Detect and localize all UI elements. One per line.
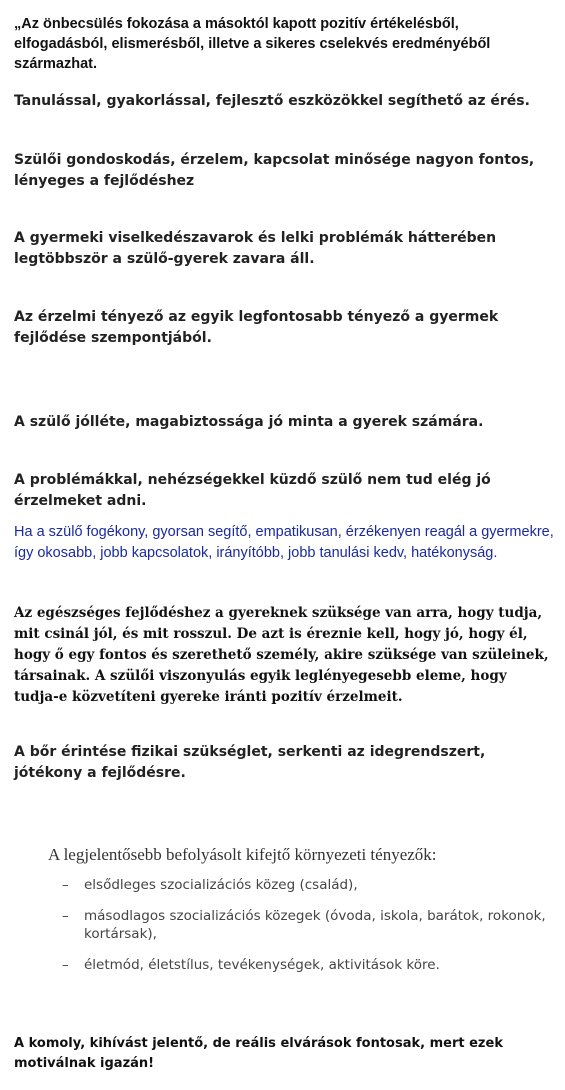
paragraph-learning: Tanulással, gyakorlással, fejlesztő eszközökkel segíthető az érés. bbox=[14, 93, 530, 109]
paragraph-responsive-parent: Ha a szülő fogékony, gyorsan segítő, empatikusan, érzékenyen reagál a gyermekre, így okosabb, jobb kapcsolatok, irányítóbb, jobb tanulási kedv, hatékonyság. bbox=[14, 524, 554, 561]
paragraph-struggling-parent: A problémákkal, nehézségekkel küzdő szülő nem tud elég jó érzelmeket adni. bbox=[14, 472, 491, 509]
list-item bbox=[62, 876, 557, 894]
list-item bbox=[62, 956, 557, 974]
paragraph-self-esteem: „Az önbecsülés fokozása a másoktól kapott pozitív értékelésből, elfogadásból, elismerésből, illetve a sikeres cselekvés eredményéből származhat. bbox=[14, 16, 491, 72]
paragraph-healthy-development: Az egészséges fejlődéshez a gyereknek szüksége van arra, hogy tudja, mit csinál jól, és mit rosszul. De azt is éreznie kell, hogy jó, hogy él, hogy ő egy fontos és szerethető személy, akire szüksége van szüleinek, társainak. A szülői viszonyulás egyik leglényegesebb eleme, hogy tudja-e közvetíteni gyereke iránti pozitív érzelmeit. bbox=[14, 605, 549, 705]
list-item bbox=[62, 907, 557, 943]
list-item-text: elsődleges szocializációs közeg (család), bbox=[84, 877, 358, 893]
dash-bullet: – bbox=[62, 908, 69, 924]
paragraph-emotional-factor: Az érzelmi tényező az egyik legfontosabb tényező a gyermek fejlődése szempontjából. bbox=[14, 309, 499, 346]
paragraph-parent-wellbeing: A szülő jólléte, magabiztossága jó minta a gyerek számára. bbox=[14, 414, 484, 430]
paragraph-closing: A komoly, kihívást jelentő, de reális elvárások fontosak, mert ezek motiválnak igazán! bbox=[14, 1036, 503, 1071]
paragraph-skin-touch: A bőr érintése fizikai szükséglet, serkenti az idegrendszert, jótékony a fejlődésre. bbox=[14, 744, 486, 781]
list-item-text: másodlagos szocializációs közegek (óvoda, iskola, barátok, rokonok, kortársak), bbox=[84, 908, 546, 942]
paragraph-parental-care: Szülői gondoskodás, érzelem, kapcsolat minősége nagyon fontos, lényeges a fejlődéshez bbox=[14, 152, 535, 189]
dash-bullet: – bbox=[62, 877, 69, 893]
list-item-text: életmód, életstílus, tevékenységek, aktivitások köre. bbox=[84, 957, 440, 973]
dash-bullet: – bbox=[62, 957, 69, 973]
factors-heading: A legjelentősebb befolyásolt kifejtő környezeti tényezők: bbox=[48, 845, 437, 864]
factors-list bbox=[62, 876, 557, 987]
paragraph-behavior-disorders: A gyermeki viselkedészavarok és lelki problémák hátterében legtöbbször a szülő-gyerek zavara áll. bbox=[14, 230, 497, 267]
